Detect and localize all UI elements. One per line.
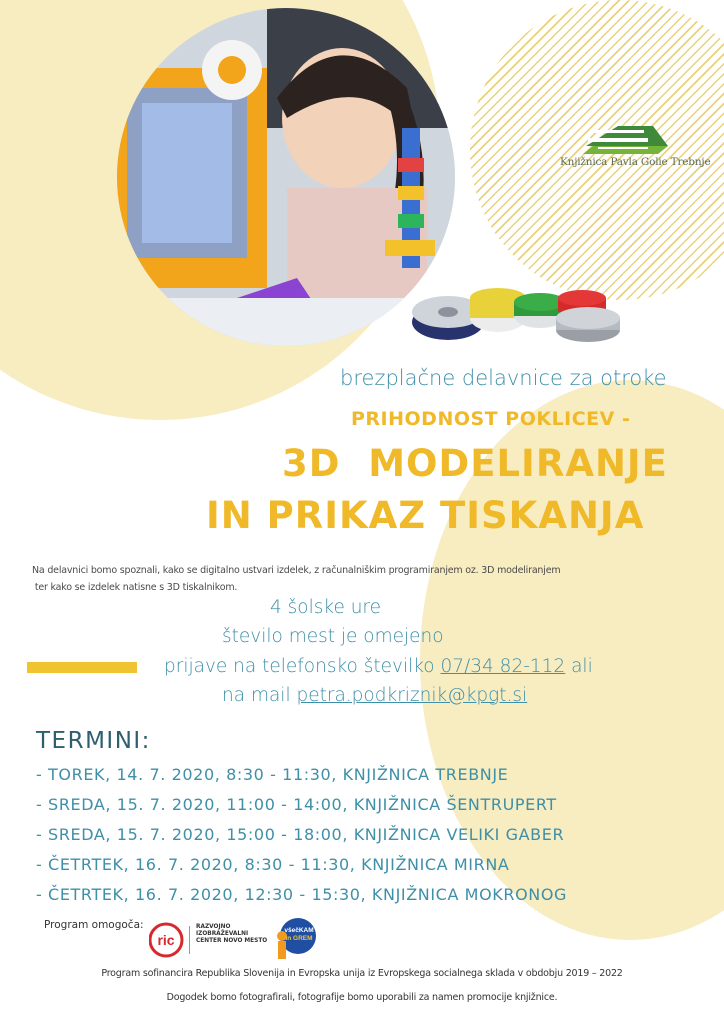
vseckam-logo-icon (274, 916, 318, 962)
phone-link[interactable]: 07/34 82-112 (440, 656, 566, 677)
phone-prefix: prijave na telefonsko številko (164, 656, 441, 677)
description-line-1: Na delavnici bomo spoznali, kako se digitalno ustvari izdelek, z računalniškim programiranjem oz. 3D modeliranjem (32, 565, 561, 576)
accent-bar (27, 662, 137, 673)
email-link[interactable]: petra.podkriznik@kpgt.si (296, 685, 528, 706)
vsec-line-1: všečKAM (284, 927, 314, 934)
description-line-2: ter kako se izdelek natisne s 3D tiskalnikom. (32, 582, 238, 593)
limited-seats-text: število mest je omejeno (222, 626, 444, 647)
mail-line (222, 685, 527, 706)
sponsors-label: Program omogoča: (44, 919, 144, 931)
schedule-item: - ČETRTEK, 16. 7. 2020, 8:30 - 11:30, KNJIŽNICA MIRNA (36, 855, 510, 874)
ric-logo-text (196, 924, 267, 945)
svg-text:ric: ric (157, 932, 175, 948)
library-logo-text: Knjižnica Pavla Golie Trebnje (560, 156, 711, 168)
phone-line (164, 656, 593, 677)
funding-note: Program sofinancira Republika Slovenija in Evropska unija iz Evropskega socialnega sklada v obdobju 2019 – 2022 (101, 968, 623, 979)
headline-line-1: PRIHODNOST POKLICEV - (351, 408, 631, 430)
schedule-title: TERMINI: (36, 728, 151, 754)
headline-line-3: IN PRIKAZ TISKANJA (206, 494, 645, 537)
description (32, 562, 592, 596)
schedule-item: - SREDA, 15. 7. 2020, 15:00 - 18:00, KNJIŽNICA VELIKI GABER (36, 825, 565, 844)
photo-note: Dogodek bomo fotografirali, fotografije bomo uporabili za namen promocije knjižnice. (166, 992, 558, 1003)
vsec-line-2: in GREM (285, 935, 313, 942)
filament-spools-image (408, 276, 623, 346)
ric-line-1: RAZVOJNO (196, 924, 231, 930)
headline-line-2: 3D MODELIRANJE (282, 442, 668, 485)
subtitle: brezplačne delavnice za otroke (340, 366, 667, 390)
phone-suffix: ali (565, 656, 593, 677)
schedule-item: - SREDA, 15. 7. 2020, 11:00 - 14:00, KNJIŽNICA ŠENTRUPERT (36, 795, 557, 814)
hours-text: 4 šolske ure (270, 597, 382, 618)
ric-line-2: IZOBRAŽEVALNI (196, 931, 249, 937)
ric-line-3: CENTER NOVO MESTO (196, 938, 268, 944)
mail-prefix: na mail (222, 685, 297, 706)
schedule-item: - TOREK, 14. 7. 2020, 8:30 - 11:30, KNJIŽNICA TREBNJE (36, 765, 509, 784)
child-3d-printer-photo (117, 8, 455, 346)
schedule-item: - ČETRTEK, 16. 7. 2020, 12:30 - 15:30, KNJIŽNICA MOKRONOG (36, 885, 568, 904)
